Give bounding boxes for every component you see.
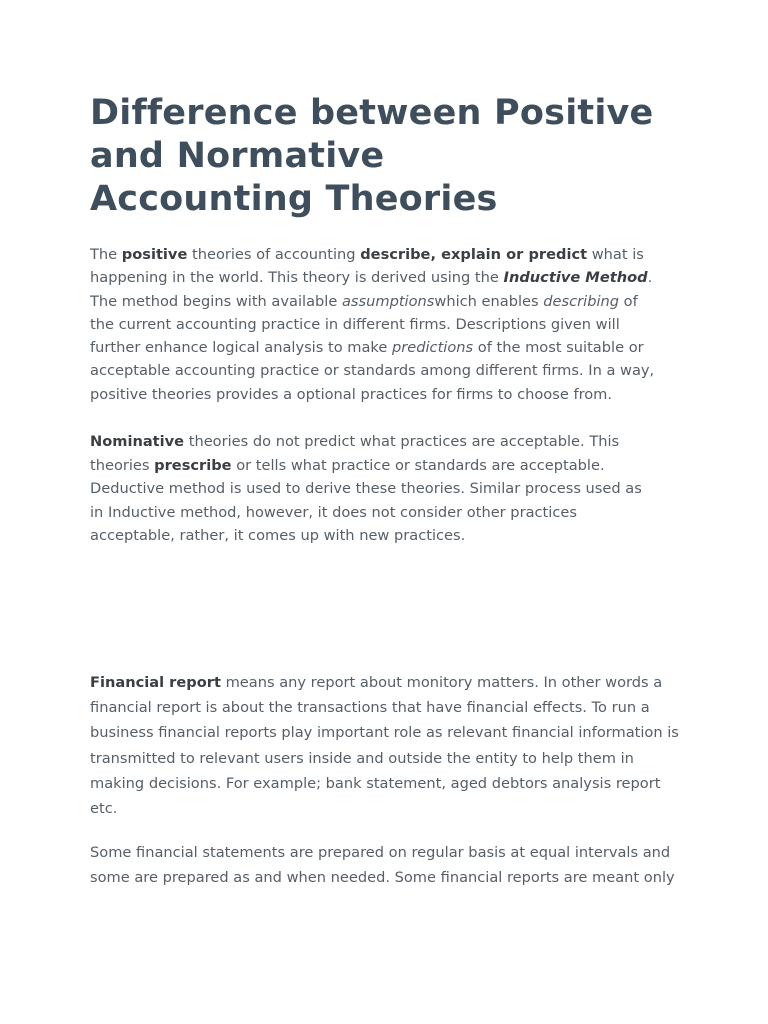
text-line: in Inductive method, however, it does not consider other practices bbox=[90, 503, 577, 521]
text-line: acceptable, rather, it comes up with new practices. bbox=[90, 527, 466, 544]
text-line: theories prescribe or tells what practice or standards are acceptable. bbox=[90, 456, 605, 474]
text-line: etc. bbox=[90, 800, 118, 818]
title-line: Accounting Theories bbox=[90, 179, 498, 219]
emphasis-prescribe: prescribe bbox=[154, 456, 232, 474]
financial-report-paragraph bbox=[90, 670, 690, 821]
text-line: Financial report means any report about monitory matters. In other words a bbox=[90, 674, 663, 691]
text-line: business financial reports play important role as relevant financial information is bbox=[90, 724, 679, 742]
positive-theories-paragraph bbox=[90, 243, 690, 406]
text-line: positive theories provides a optional practices for firms to choose from. bbox=[90, 385, 613, 403]
text-line: acceptable accounting practice or standards among different firms. In a way, bbox=[90, 362, 655, 380]
emphasis-inductive-method: Inductive Method bbox=[503, 269, 648, 287]
text-line: making decisions. For example; bank statement, aged debtors analysis report bbox=[90, 774, 661, 792]
text-line: some are prepared as and when needed. Some financial reports are meant only bbox=[90, 869, 675, 886]
emphasis-nominative: Nominative bbox=[90, 433, 185, 450]
financial-statements-paragraph bbox=[90, 840, 690, 890]
emphasis-describe: describe, explain or predict bbox=[360, 246, 588, 263]
text-line: further enhance logical analysis to make predictions of the most suitable or bbox=[90, 339, 644, 357]
text-line: Some financial statements are prepared on regular basis at equal intervals and bbox=[90, 844, 671, 861]
text-line: Deductive method is used to derive these theories. Similar process used as bbox=[90, 480, 642, 497]
page-title bbox=[90, 92, 690, 221]
text-line: financial report is about the transactions that have financial effects. To run a bbox=[90, 699, 650, 717]
text-line: Nominative theories do not predict what practices are acceptable. This bbox=[90, 433, 620, 450]
text-line: The method begins with available assumptionswhich enables describing of bbox=[90, 292, 638, 310]
text-line: the current accounting practice in different firms. Descriptions given will bbox=[90, 315, 620, 333]
emphasis-financial-report: Financial report bbox=[90, 674, 221, 691]
text-line: The positive theories of accounting describe, explain or predict what is bbox=[90, 246, 644, 263]
text-line: transmitted to relevant users inside and outside the entity to help them in bbox=[90, 749, 634, 767]
normative-theories-paragraph bbox=[90, 430, 690, 548]
title-line: and Normative bbox=[90, 136, 385, 176]
emphasis-positive: positive bbox=[121, 246, 188, 263]
text-line: happening in the world. This theory is derived using the Inductive Method. bbox=[90, 269, 653, 287]
title-line: Difference between Positive bbox=[90, 93, 654, 133]
